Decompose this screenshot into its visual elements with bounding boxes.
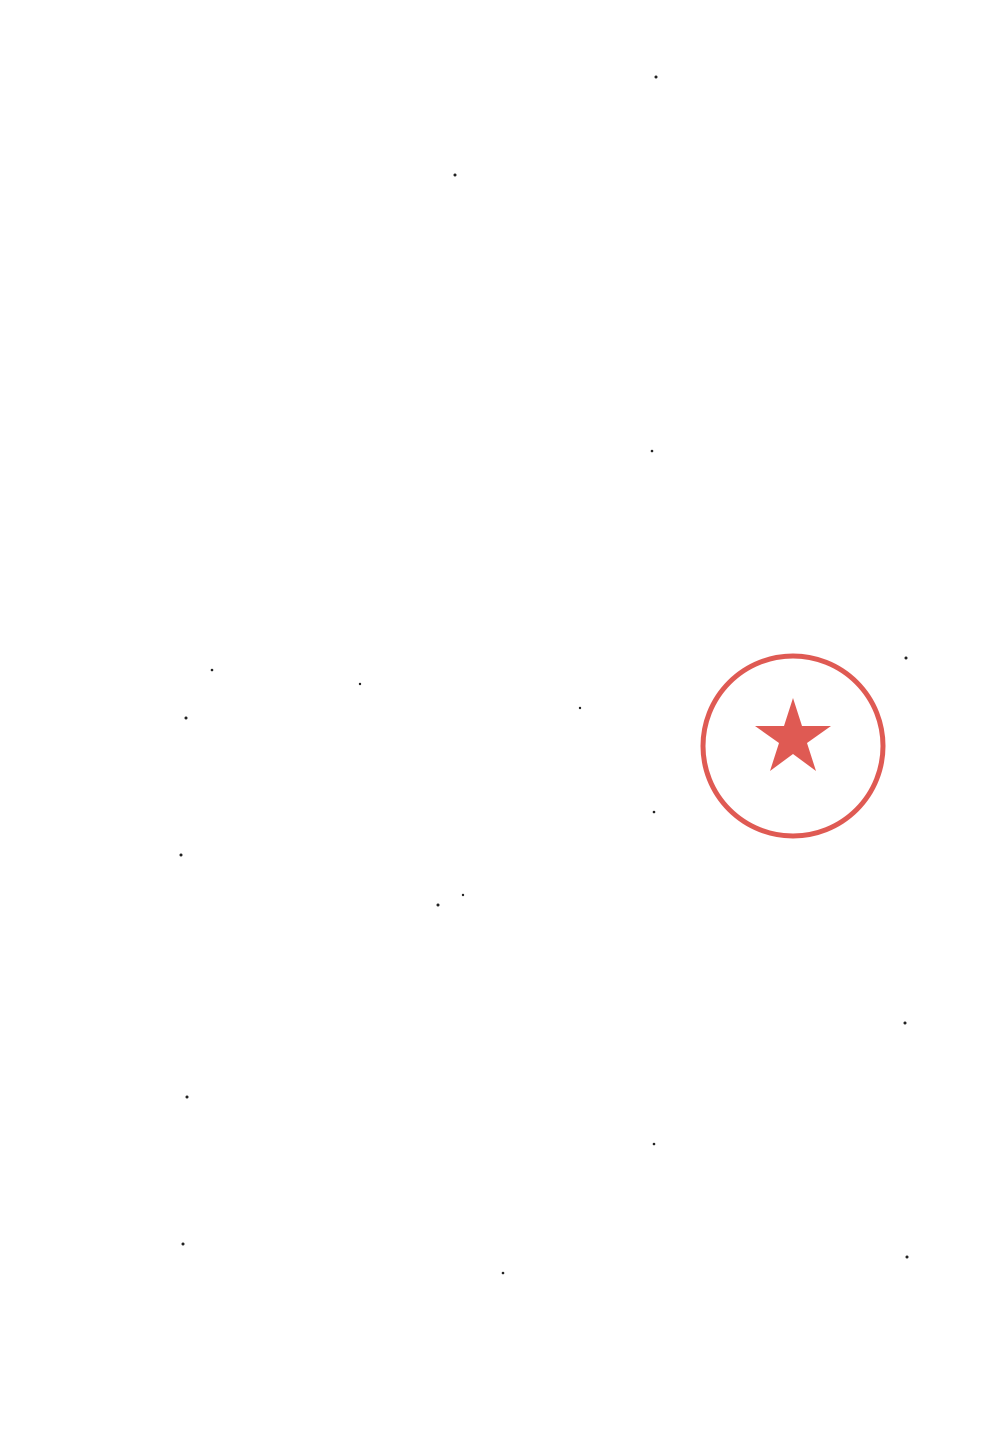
seal-star-icon bbox=[755, 698, 831, 771]
official-seal-stamp bbox=[693, 648, 893, 844]
